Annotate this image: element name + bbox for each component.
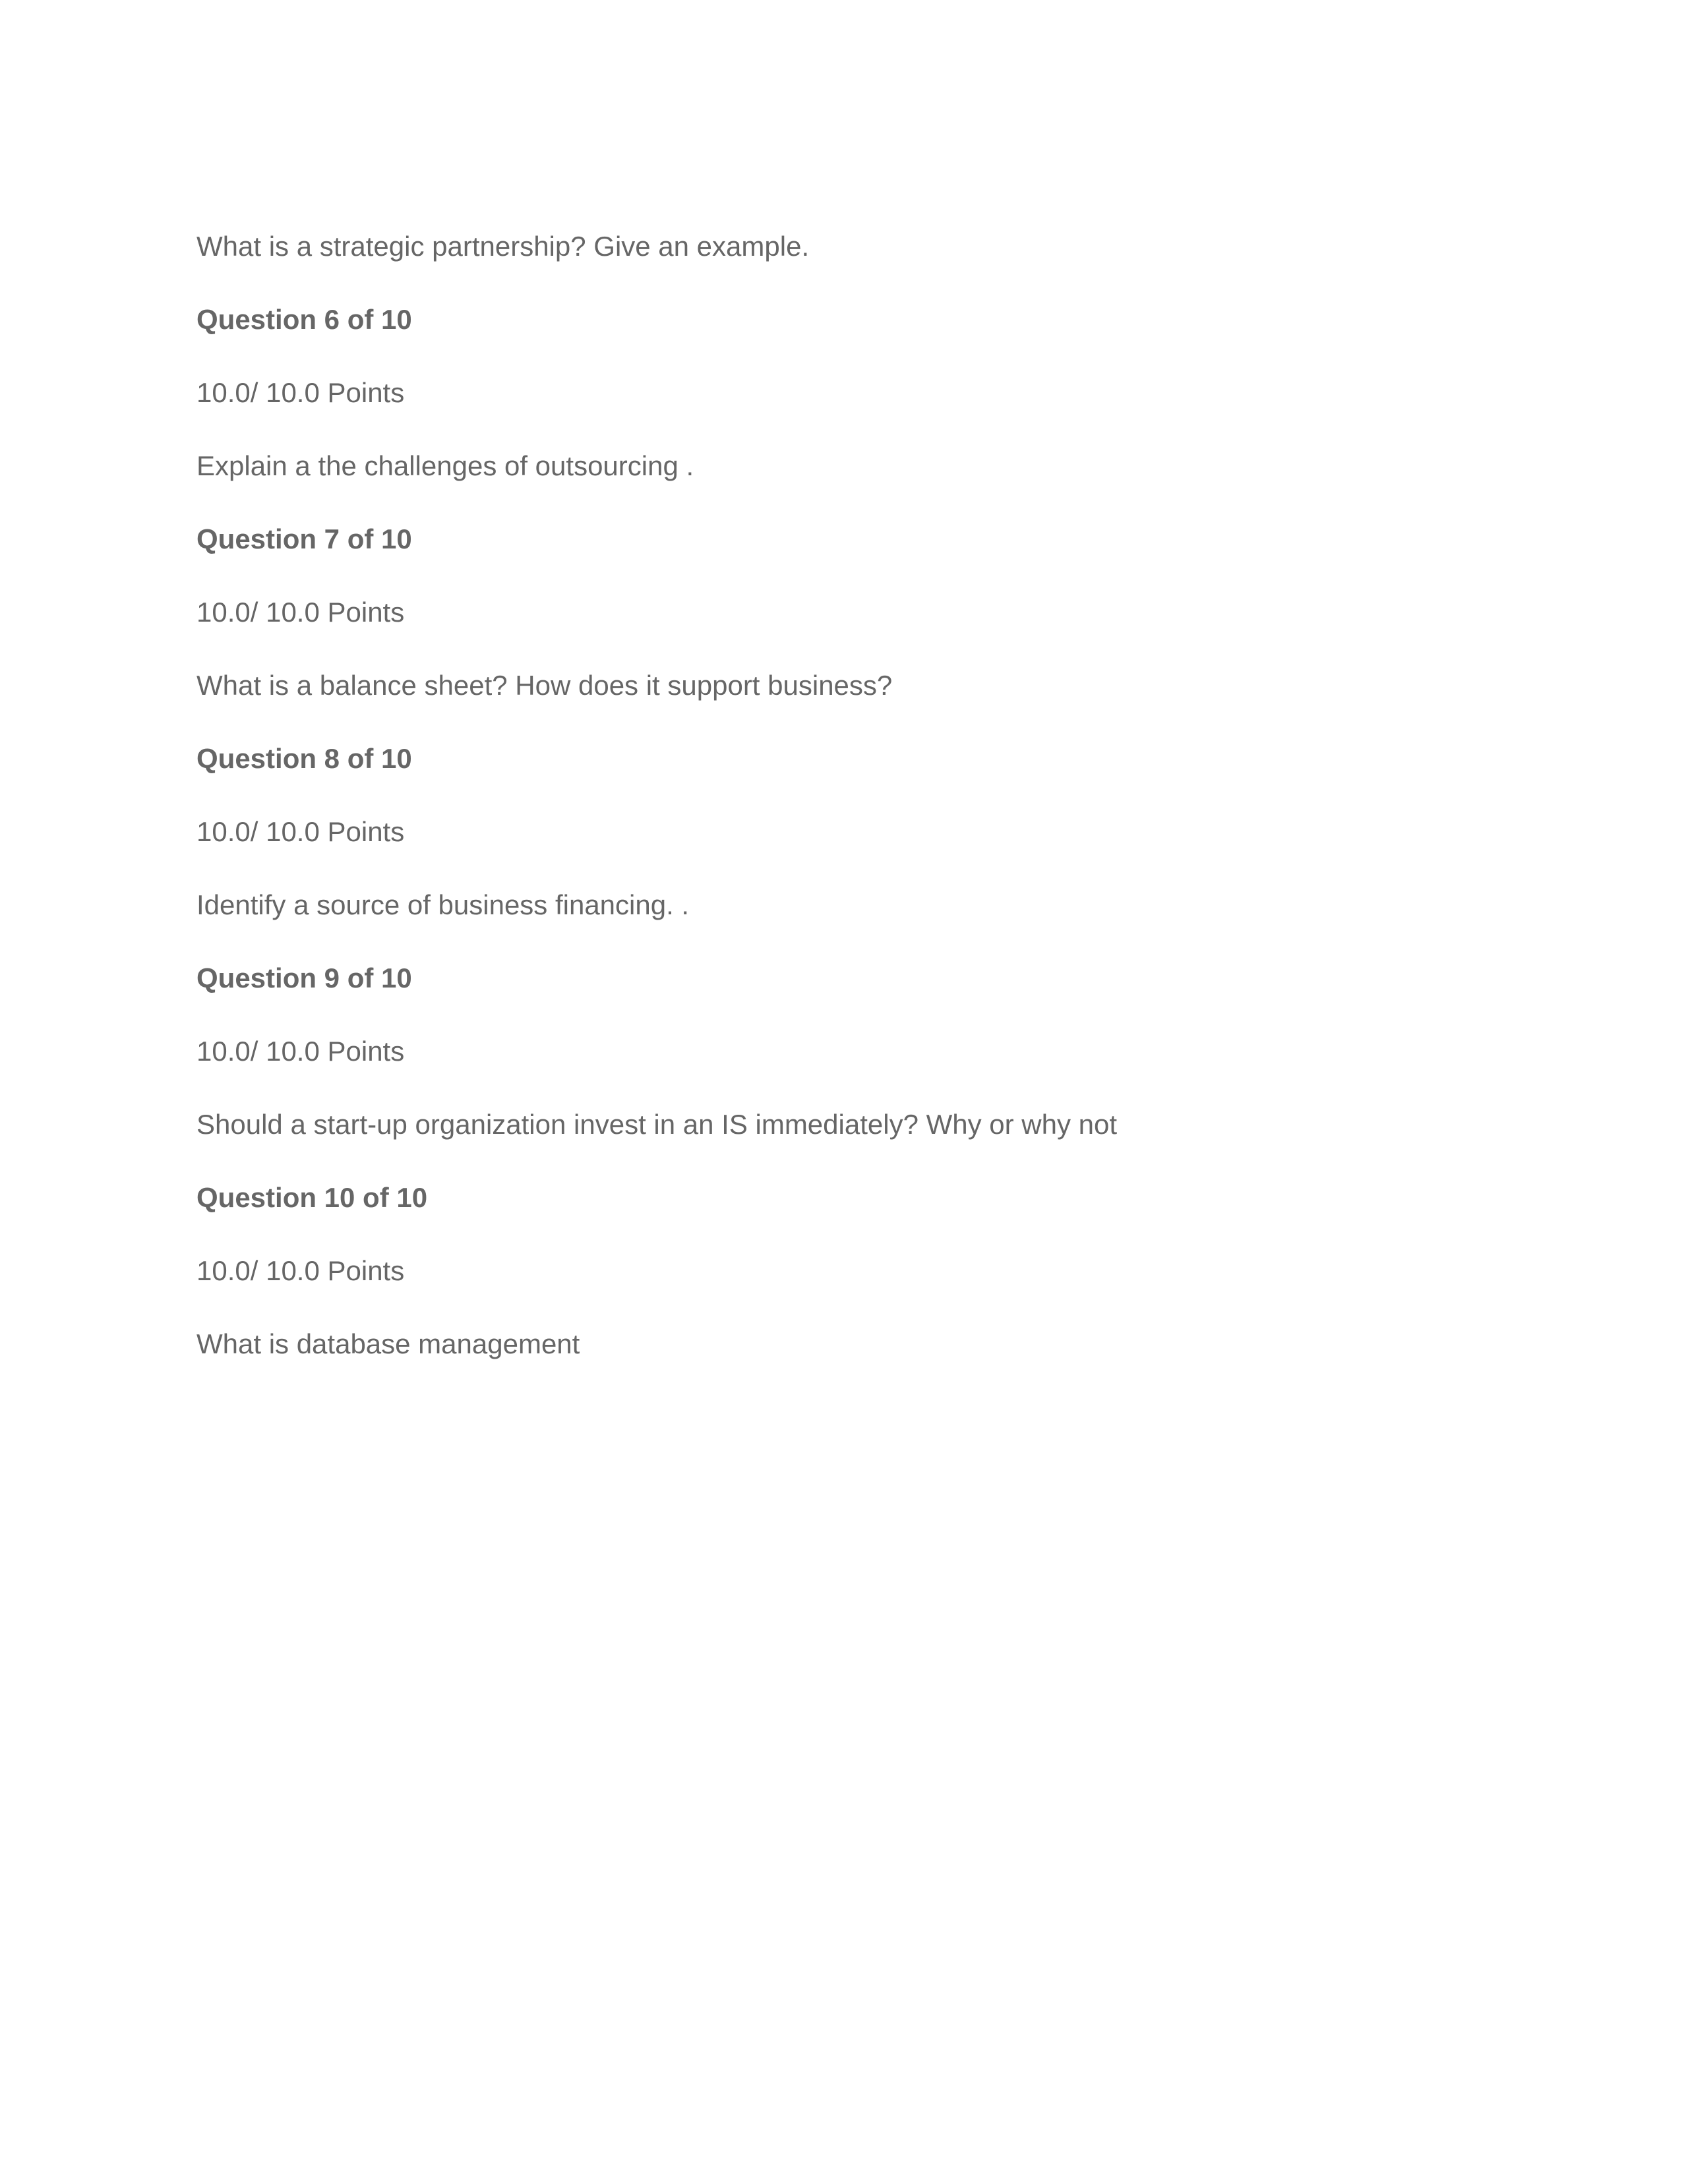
question-7-prompt: What is a balance sheet? How does it support business? [196, 670, 893, 701]
question-9-heading: Question 9 of 10 [196, 962, 412, 993]
question-10-prompt: What is database management [196, 1328, 580, 1359]
question-8-points: 10.0/ 10.0 Points [196, 816, 405, 847]
question-8-heading: Question 8 of 10 [196, 743, 412, 774]
question-7-heading: Question 7 of 10 [196, 523, 412, 554]
question-8-prompt: Identify a source of business financing. . [196, 889, 690, 920]
document-body [196, 210, 1515, 1380]
question-5-prompt: What is a strategic partnership? Give an example. [196, 231, 810, 262]
question-9-prompt: Should a start-up organization invest in an IS immediately? Why or why not [196, 1109, 1118, 1140]
question-6-points: 10.0/ 10.0 Points [196, 377, 405, 408]
question-10-points: 10.0/ 10.0 Points [196, 1255, 405, 1286]
question-9-points: 10.0/ 10.0 Points [196, 1036, 405, 1067]
question-6-prompt: Explain a the challenges of outsourcing . [196, 450, 694, 481]
question-7-points: 10.0/ 10.0 Points [196, 597, 405, 628]
question-6-heading: Question 6 of 10 [196, 304, 412, 335]
question-10-heading: Question 10 of 10 [196, 1182, 428, 1213]
